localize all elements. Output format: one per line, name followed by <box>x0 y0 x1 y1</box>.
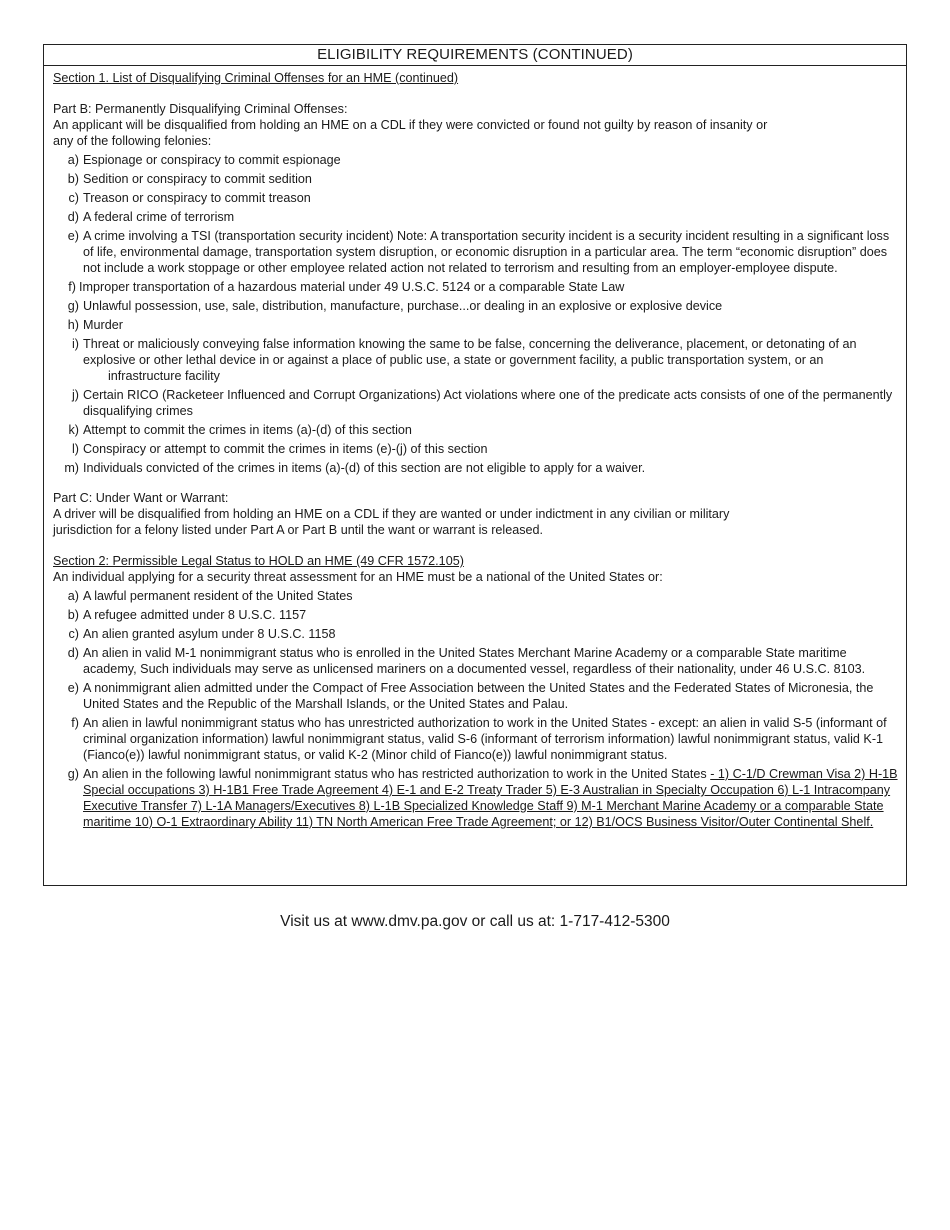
item-marker: a) <box>67 589 79 603</box>
item-marker: i) <box>72 337 79 351</box>
item-marker: k) <box>68 423 79 437</box>
list-item <box>53 209 898 225</box>
list-item <box>53 190 898 206</box>
item-marker: j) <box>72 388 79 402</box>
list-item <box>53 441 898 457</box>
item-text: A crime involving a TSI (transportation security incident) Note: A transportation security incident is a security incident resulting in a significant loss of life, environmental damage, transportation system disruption, or economic disruption in a particular area. The term “economic disruption” does not include a work stoppage or other employee related action not related to terrorism and resulting from an employer-employee dispute. <box>83 229 890 275</box>
item-text: A federal crime of terrorism <box>83 210 235 224</box>
item-marker: l) <box>72 442 79 456</box>
item-text: Treason or conspiracy to commit treason <box>83 191 311 205</box>
item-marker: e) <box>67 229 79 243</box>
box-title: ELIGIBILITY REQUIREMENTS (CONTINUED) <box>44 45 906 66</box>
item-marker: g) <box>67 299 79 313</box>
item-text: A nonimmigrant alien admitted under the Compact of Free Association between the United States and the Federated States of Micronesia, the United States and the Republic of the Marshall Islands, or the United States and Palau. <box>83 681 874 711</box>
item-marker: m) <box>64 461 79 475</box>
item-text: Threat or maliciously conveying false information knowing the same to be false, concerning the deliverance, placement, or detonating of an explosive or other lethal device in or against a place of public use, a state or government facility, a public transportation system, or an <box>83 337 857 367</box>
list-item <box>53 387 898 419</box>
item-marker: f) <box>71 716 79 730</box>
item-marker: h) <box>67 318 79 332</box>
partB-intro-line1: An applicant will be disqualified from holding an HME on a CDL if they were convicted or found not guilty by reason of insanity or <box>53 118 768 132</box>
item-text: Attempt to commit the crimes in items (a)-(d) of this section <box>83 423 412 437</box>
item-text: Unlawful possession, use, sale, distribution, manufacture, purchase...or dealing in an explosive or explosive device <box>83 299 723 313</box>
item-marker: d) <box>67 646 79 660</box>
box-content <box>44 66 906 830</box>
list-item <box>53 588 898 604</box>
item-marker: f) <box>68 280 76 294</box>
item-marker: b) <box>67 172 79 186</box>
list-item <box>53 680 898 712</box>
list-item <box>53 460 898 476</box>
item-text: A refugee admitted under 8 U.S.C. 1157 <box>83 608 307 622</box>
item-text: Sedition or conspiracy to commit sedition <box>83 172 312 186</box>
list-item <box>53 152 898 168</box>
item-text: An alien in valid M-1 nonimmigrant status who is enrolled in the United States Merchant Marine Academy or a comparable State maritime academy, Such individuals may serve as unlicensed mariners on a documented vessel, regardless of their nationality, under 46 U.S.C. 8103. <box>83 646 866 676</box>
section2-list <box>53 588 898 830</box>
footer-contact: Visit us at www.dmv.pa.gov or call us at: 1-717-412-5300 <box>280 913 670 930</box>
item-marker: e) <box>67 681 79 695</box>
section2-title: Section 2: Permissible Legal Status to HOLD an HME (49 CFR 1572.105) <box>53 554 464 568</box>
list-item <box>53 607 898 623</box>
partC-heading: Part C: Under Want or Warrant: <box>53 491 229 505</box>
list-item <box>53 336 898 384</box>
list-item <box>53 279 898 295</box>
list-item <box>53 715 898 763</box>
section2-intro: An individual applying for a security threat assessment for an HME must be a national of the United States or: <box>53 570 663 584</box>
item-marker: c) <box>68 191 79 205</box>
item-marker: d) <box>67 210 79 224</box>
partC-line2: jurisdiction for a felony listed under Part A or Part B until the want or warrant is released. <box>53 523 543 537</box>
item-marker: g) <box>67 767 79 781</box>
item-text: An alien granted asylum under 8 U.S.C. 1158 <box>83 627 336 641</box>
item-text-visa-list: - 1) C-1/D Crewman Visa 2) H-1B Special occupations 3) H-1B1 Free Trade Agreement 4) E-1 and E-2 Treaty Trader 5) E-3 Australian in Specialty Occupation 6) L-1 Intracompany Executive Transfer 7) L-1A Managers/Executives 8) L-1B Specialized Knowledge Staff 9) M-1 Merchant Marine Academy or a comparable State maritime 10) O-1 Extraordinary Ability 11) TN North American Free Trade Agreement; or 12) B1/OCS Business Visitor/Outer Continental Shelf. <box>83 767 898 829</box>
list-item <box>53 228 898 276</box>
item-text: Individuals convicted of the crimes in items (a)-(d) of this section are not eligible to apply for a waiver. <box>83 461 646 475</box>
item-text: Murder <box>83 318 123 332</box>
partB-heading: Part B: Permanently Disqualifying Criminal Offenses: <box>53 102 348 116</box>
item-marker: a) <box>67 153 79 167</box>
eligibility-requirements-box <box>43 44 907 886</box>
item-text: Conspiracy or attempt to commit the crimes in items (e)-(j) of this section <box>83 442 488 456</box>
list-item <box>53 298 898 314</box>
item-text: An alien in the following lawful nonimmigrant status who has restricted authorization to work in the United States <box>83 767 711 781</box>
partB-list <box>53 152 898 476</box>
item-text: An alien in lawful nonimmigrant status who has unrestricted authorization to work in the United States - except: an alien in valid S-5 (informant of criminal organization information) lawful nonimmigrant status, valid S-6 (informant of terrorism information) lawful nonimmigrant status, valid K-1 (Fianco(e)) lawful nonimmigrant status, or valid K-2 (Minor child of Fianco(e)) lawful nonimmigrant status. <box>83 716 887 762</box>
item-marker: b) <box>67 608 79 622</box>
list-item <box>53 645 898 677</box>
item-text: Espionage or conspiracy to commit espionage <box>83 153 341 167</box>
item-text: Certain RICO (Racketeer Influenced and Corrupt Organizations) Act violations where one of the predicate acts consists of one of the permanently disqualifying crimes <box>83 388 893 418</box>
list-item <box>53 171 898 187</box>
partC-line1: A driver will be disqualified from holding an HME on a CDL if they are wanted or under indictment in any civilian or military <box>53 507 730 521</box>
list-item <box>53 422 898 438</box>
item-text: A lawful permanent resident of the United States <box>83 589 353 603</box>
list-item <box>53 317 898 333</box>
item-marker: c) <box>68 627 79 641</box>
section1-title: Section 1. List of Disqualifying Criminal Offenses for an HME (continued) <box>53 71 459 85</box>
list-item <box>53 626 898 642</box>
item-text-continued: infrastructure facility <box>108 369 220 383</box>
list-item <box>53 766 898 830</box>
item-text: Improper transportation of a hazardous material under 49 U.S.C. 5124 or a comparable State Law <box>79 280 625 294</box>
partB-intro-line2: any of the following felonies: <box>53 134 212 148</box>
